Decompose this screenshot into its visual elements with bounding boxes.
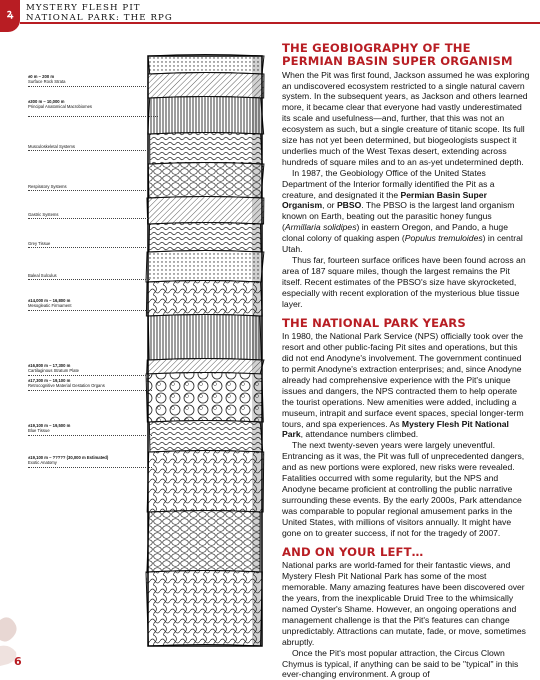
section-heading: THE GEOBIOGRAPHY OF THE PERMIAN BASIN SUPER ORGANISM <box>282 41 513 68</box>
strata-layer-15 <box>146 571 262 647</box>
strata-layers <box>146 55 264 647</box>
header-line-1: MYSTERY FLESH PIT <box>26 3 141 13</box>
strata-layer-10 <box>147 359 264 375</box>
leader-line <box>28 86 148 87</box>
paragraph: National parks are world-famed for their fantastic views, and Mystery Flesh Pit National Park has some of the most memorable. Many amazing features have been discovered over the years, from the inexplicable Druid Tree to the whimsically named Oyster's Shame. However, an ongoing operations and management challenge is that the Pit's features can change unpredictably. Attractions can mutate, fade, or move, sometimes abruptly. <box>282 560 526 647</box>
strata-layer-0 <box>148 55 264 75</box>
label-exotic-anatomy: ±19,100 m – ????? (30,000 m Estimated) Exotic Anatomy <box>28 455 109 465</box>
section-geobiography <box>282 42 530 310</box>
strata-layer-1 <box>148 73 264 99</box>
strata-layer-8 <box>146 281 262 317</box>
label-musculoskeletal: Musculoskeletal Systems <box>28 144 76 149</box>
strata-layer-7 <box>146 251 264 283</box>
section-national-park-years <box>282 317 530 539</box>
leader-line <box>28 435 152 436</box>
text-column <box>282 41 530 680</box>
label-mesogleatic: ±14,000 m – 16,800 m Mesogleatic Firmament <box>28 298 72 308</box>
running-header <box>26 3 173 23</box>
paragraph: In 1980, the National Park Service (NPS) officially took over the resort and other public-facing Pit sites and operations, but this did not end Anodyne's involvement. The government continued to permit Anodyne's extraction enterprises; and, since Anodyne already had comprehensive experience with the Pit's unique issues and dangers, the NPS contracted them to help operate the tourist operations. New amenities were added, including a museum, intrapit and surface event spaces, special longer-term tours, and spa experiences. As Mystery Flesh Pit National Park, attendance numbers climbed. <box>282 331 524 440</box>
strata-layer-11 <box>146 373 263 423</box>
strata-layer-2 <box>148 97 264 135</box>
label-cartilaginous: ±16,800 m – 17,300 m Cartilaginous Stratum Plate <box>28 363 79 373</box>
paragraph: When the Pit was first found, Jackson assumed he was exploring an undiscovered ecosystem restricted to a single natural cavern system. In the subsequent years, as Jackson and others learned more, it became clear that everyone had vastly underestimated its scale and usefulness—and, further, that this was not an ecosystem as such, but a single creature of titanic scope. Its full size has not yet been determined, but biogeologists suspect it underlies much of the West Texas desert, extending across hundreds of square miles and to an as-yet undetermined depth. <box>282 69 530 167</box>
leader-line <box>28 116 158 117</box>
leader-line <box>28 218 148 219</box>
header-line-2: NATIONAL PARK: THE RPG <box>26 13 173 23</box>
label-macrobiomes: ±300 m – 10,000 m Principal Anatomical Macrobiomes <box>28 99 93 109</box>
header-tab <box>0 0 20 32</box>
strata-layer-14 <box>147 511 260 573</box>
strata-layer-3 <box>150 133 263 165</box>
strata-layer-4 <box>148 163 264 199</box>
strata-layer-9 <box>148 315 261 361</box>
strata-layer-5 <box>147 197 264 225</box>
strata-layer-12 <box>149 421 262 453</box>
label-grey-tissue: Grey Tissue <box>28 241 51 246</box>
leader-line <box>28 467 152 468</box>
section-and-on-your-left <box>282 546 530 680</box>
strata-layer-6 <box>149 223 261 253</box>
leader-line <box>28 375 152 376</box>
cross-section-illustration <box>0 56 276 646</box>
paragraph: The next twenty-seven years were largely uneventful. Entrancing as it was, the Pit was full of unprecedented dangers, and as new portions were explored, new risks were revealed. Fatalities occurred with some regularity, but the NPS and Anodyne became proficient at controlling the public narrative surrounding these events. By the early 2000s, Park attendance was comparable to popular regional amusement parks in the United States, with millions of visitors annually. It might have gone on to greater success, if not for the tragedy of 2007. <box>282 440 525 538</box>
leader-line <box>28 279 150 280</box>
section-heading: THE NATIONAL PARK YEARS <box>282 315 466 330</box>
label-blue-tissue: ±19,100 m – 19,500 m Blue Tissue <box>28 423 71 433</box>
column-shadow <box>252 56 262 646</box>
label-baleal-sulculus: Baleal Sulculus <box>28 273 57 278</box>
paragraph: Once the Pit's most popular attraction, the Circus Clown Chymus is typical, if anything can be said to be "typical" in this ever-changing environment. A group of <box>282 647 519 680</box>
chapter-glyph-icon: ꝝ <box>6 7 14 20</box>
paragraph: In 1987, the Geobiology Office of the United States Department of the Interior formally identified the Pit as a creature, and designated it the Permian Basin Super Organism, or PBSO. The PBSO is the largest land organism known on Earth, beating out the parasitic honey fungus (Armillaria solidipes) in eastern Oregon, and Pando, a huge clonal colony of quaking aspen (Populus tremuloides) in central Utah. <box>282 167 523 255</box>
leader-line <box>28 190 146 191</box>
leader-line <box>28 247 148 248</box>
section-heading: AND ON YOUR LEFT… <box>282 544 424 559</box>
page-number: 6 <box>14 655 22 668</box>
leader-line <box>28 310 150 311</box>
label-gestation-organs: ±17,300 m – 19,100 m Retrocognitive Material Gestation Organs <box>28 378 105 388</box>
leader-line <box>28 390 152 391</box>
label-surface-rock: ±0 m – 200 m Surface Rock Strata <box>28 74 66 84</box>
paragraph: Thus far, fourteen surface orifices have been found across an area of 187 square miles, though the largest remains the Pit itself. Recent estimates of the PBSO's size have skyrocketed, especially with recent exploration of the mysterious blue tissue layer. <box>282 255 526 309</box>
label-gastric: Gastric Systems <box>28 212 59 217</box>
label-respiratory: Respiratory Systems <box>28 184 67 189</box>
strata-layer-13 <box>147 451 264 513</box>
leader-line <box>28 150 150 151</box>
